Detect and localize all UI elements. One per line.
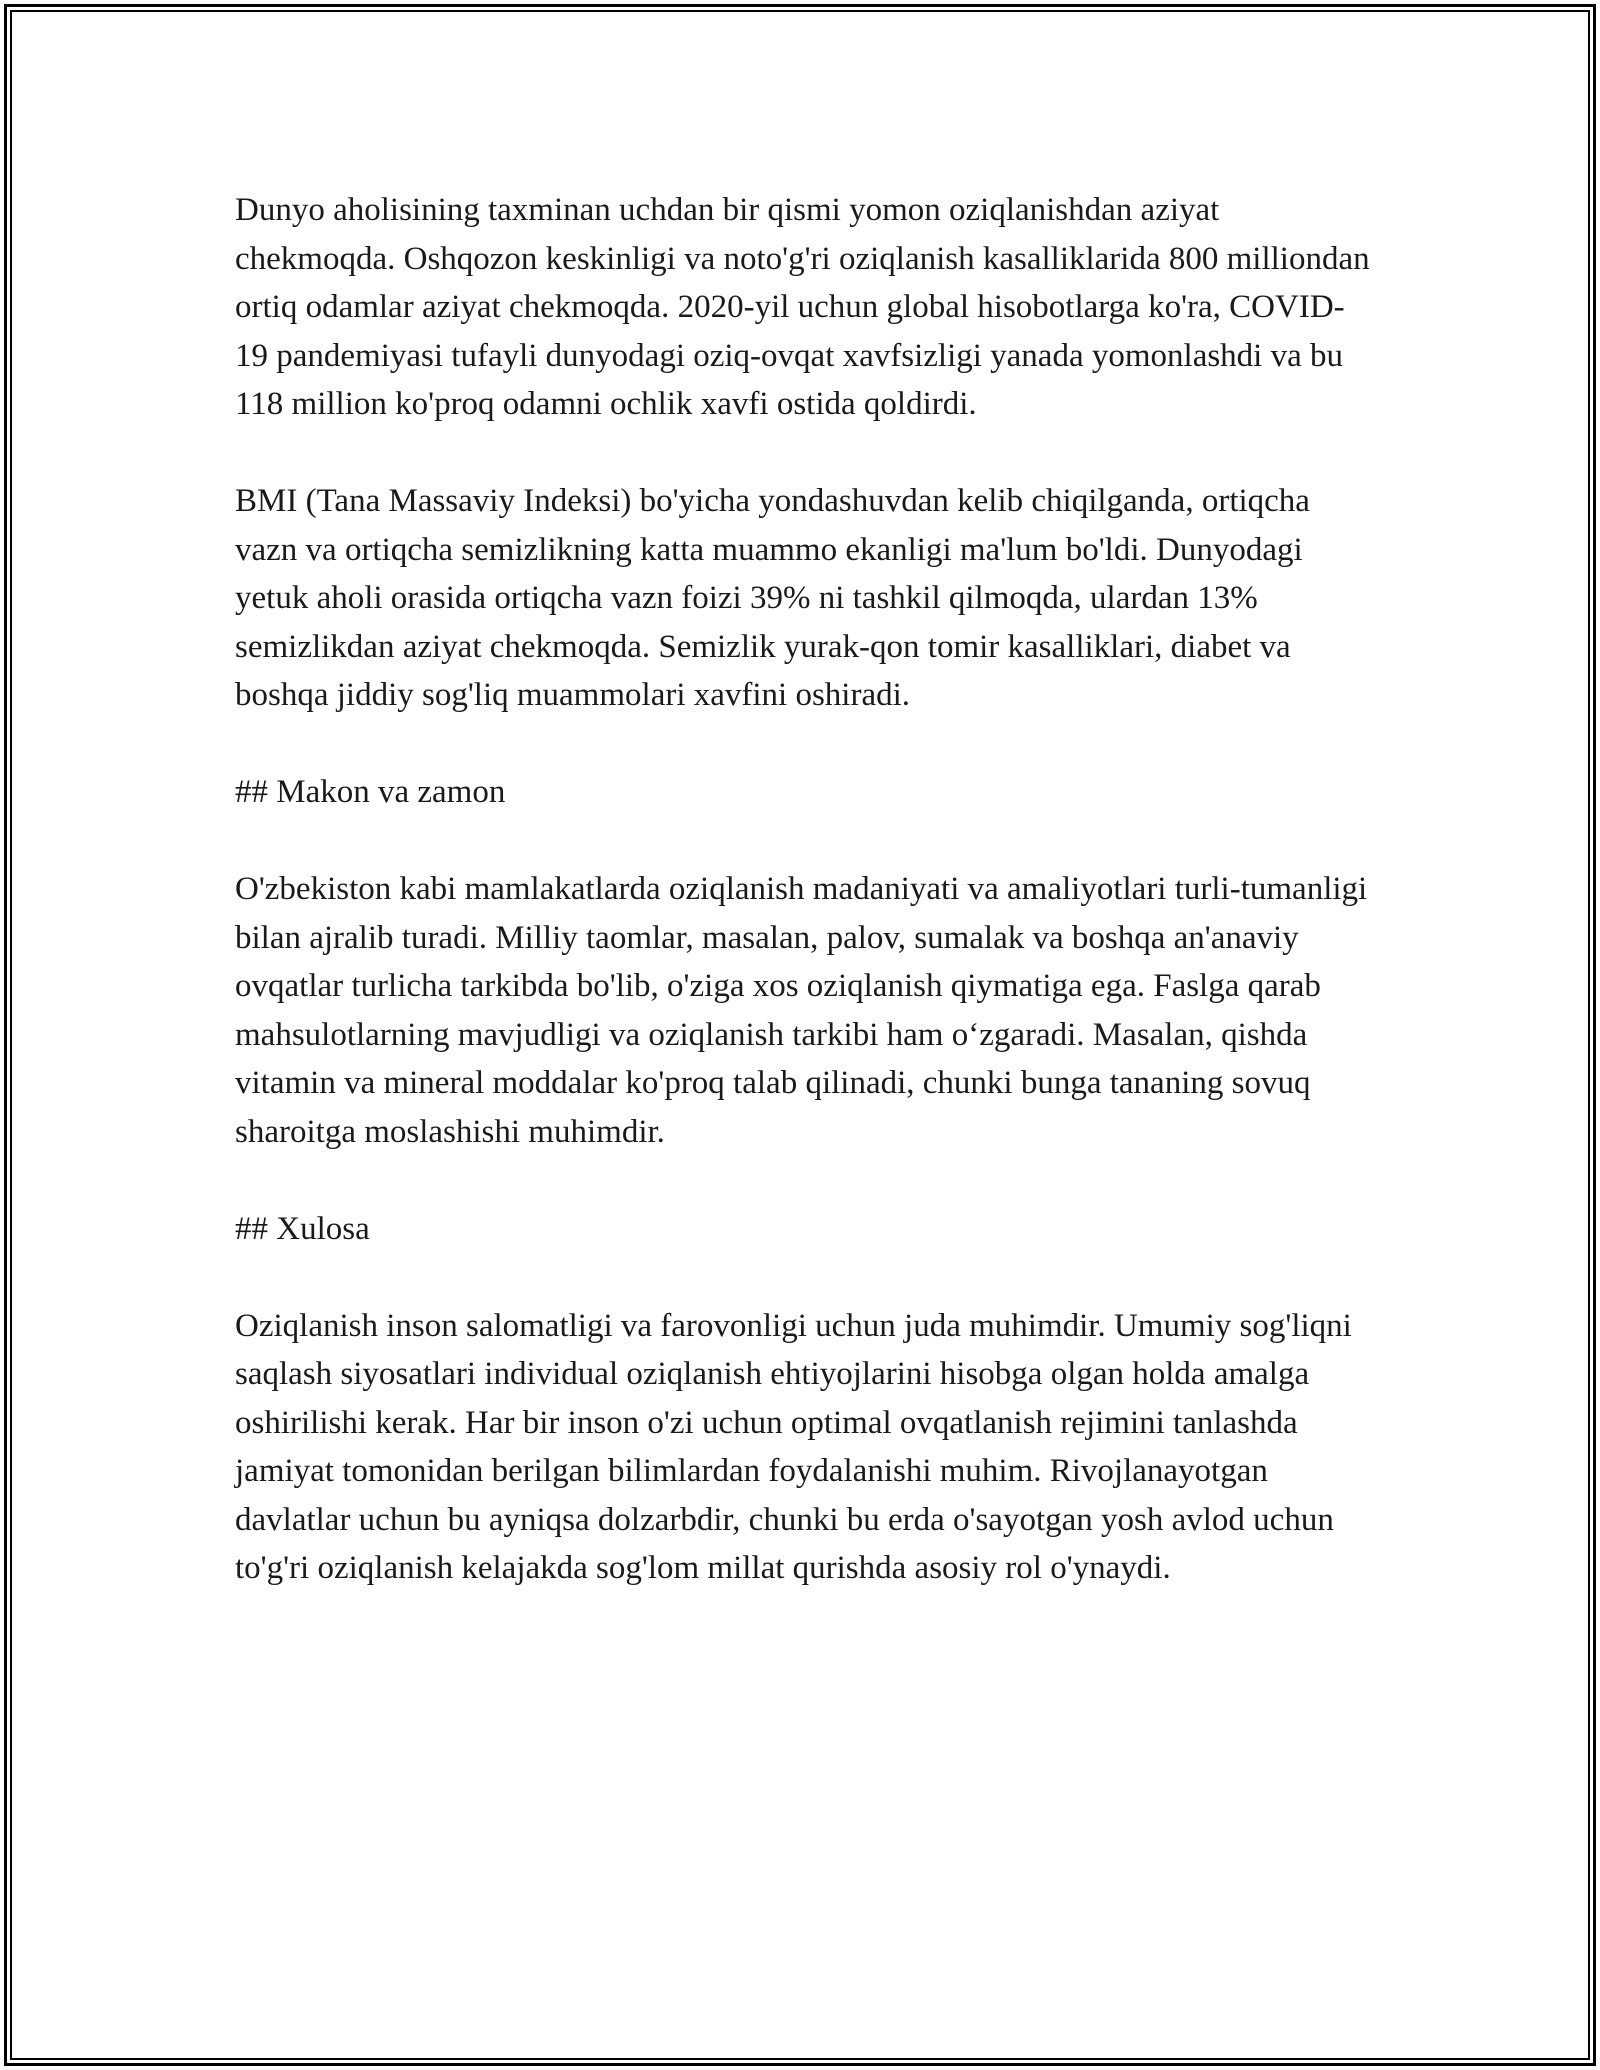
paragraph-bmi: BMI (Tana Massaviy Indeksi) bo'yicha yondashuvdan kelib chiqilganda, ortiqcha vazn va ortiqcha semizlikning katta muammo ekanligi ma'lum bo'ldi. Dunyodagi yetuk aholi orasida ortiqcha vazn foizi 39% ni tashkil qilmoqda, ulardan 13% semizlikdan aziyat chekmoqda. Semizlik yurak-qon tomir kasalliklari, diabet va boshqa jiddiy sog'liq muammolari xavfini oshiradi. (235, 483, 1310, 713)
document-body (235, 186, 1375, 1593)
paragraph-hunger: Dunyo aholisining taxminan uchdan bir qismi yomon oziqlanishdan aziyat chekmoqda. Oshqozon keskinligi va noto'g'ri oziqlanish kasalliklarida 800 milliondan ortiq odamlar aziyat chekmoqda. 2020-yil uchun global hisobotlarga ko'ra, COVID-19 pandemiyasi tufayli dunyodagi oziq-ovqat xavfsizligi yanada yomonlashdi va bu 118 million ko'proq odamni ochlik xavfi ostida qoldirdi. (235, 192, 1370, 422)
paragraph-conclusion: Oziqlanish inson salomatligi va farovonligi uchun juda muhimdir. Umumiy sog'liqni saqlash siyosatlari individual oziqlanish ehtiyojlarini hisobga olgan holda amalga oshirilishi kerak. Har bir inson o'zi uchun optimal ovqatlanish rejimini tanlashda jamiyat tomonidan berilgan bilimlardan foydalanishi muhim. Rivojlanayotgan davlatlar uchun bu ayniqsa dolzarbdir, chunki bu erda o'sayotgan yosh avlod uchun to'g'ri oziqlanish kelajakda sog'lom millat qurishda asosiy rol o'ynaydi. (235, 1307, 1352, 1586)
paragraph-uzbekistan: O'zbekiston kabi mamlakatlarda oziqlanish madaniyati va amaliyotlari turli-tumanligi bilan ajralib turadi. Milliy taomlar, masalan, palov, sumalak va boshqa an'anaviy ovqatlar turlicha tarkibda bo'lib, o'ziga xos oziqlanish qiymatiga ega. Faslga qarab mahsulotlarning mavjudligi va oziqlanish tarkibi ham oʻzgaradi. Masalan, qishda vitamin va mineral moddalar ko'proq talab qilinadi, chunki bunga tananing sovuq sharoitga moslashishi muhimdir. (235, 871, 1368, 1150)
heading-xulosa: ## Xulosa (235, 1210, 370, 1247)
heading-makon-va-zamon: ## Makon va zamon (235, 774, 506, 810)
